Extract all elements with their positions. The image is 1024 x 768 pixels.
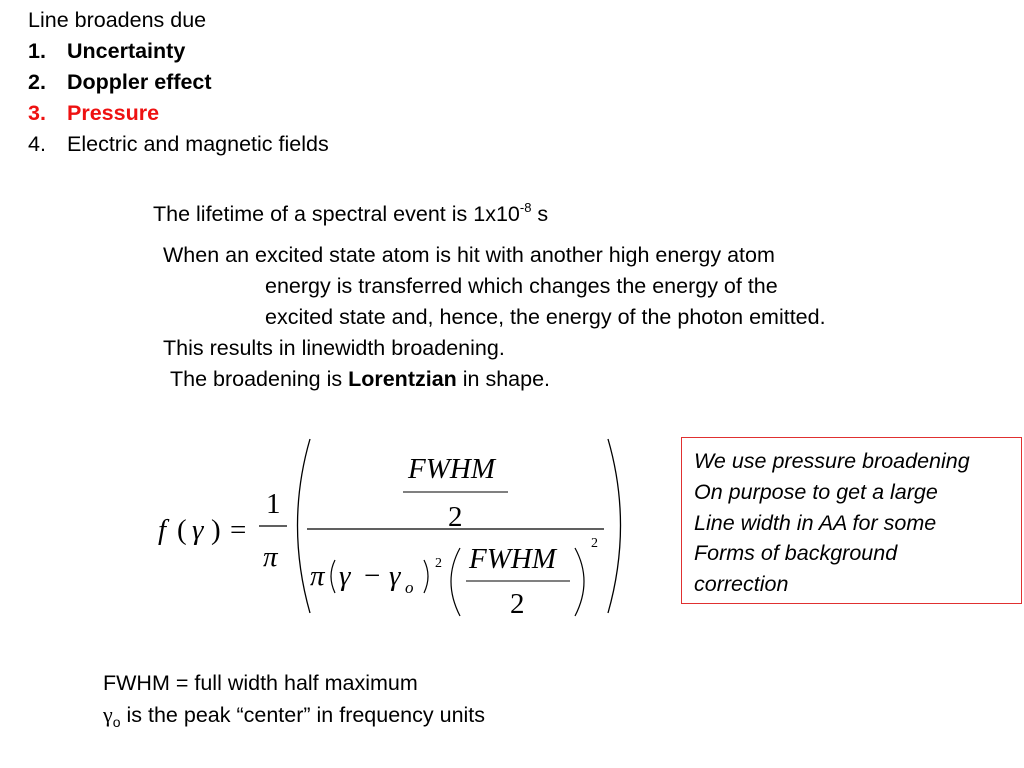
list-item-pressure: Pressure — [67, 101, 160, 125]
list-item-number: 2. — [28, 70, 46, 94]
list-item-uncertainty: Uncertainty — [67, 39, 186, 63]
list-item-number: 1. — [28, 39, 46, 63]
paragraph-line: This results in linewidth broadening. — [163, 336, 505, 360]
formula-big-close-paren — [608, 439, 621, 613]
list-item — [28, 36, 329, 67]
formula-num-two: 2 — [448, 501, 463, 533]
formula-one: 1 — [266, 488, 281, 520]
formula-big-open-paren — [298, 439, 311, 613]
paragraph-line: energy is transferred which changes the energy of the — [265, 274, 778, 298]
list-item — [28, 129, 329, 160]
formula-den-open-paren — [331, 560, 335, 593]
formula-den-close-paren — [424, 560, 428, 593]
formula-den-sub-o: o — [405, 578, 414, 597]
pressure-broadening-note — [681, 437, 1022, 604]
lifetime-statement — [153, 199, 548, 230]
list-item — [28, 67, 329, 98]
formula-den-gamma: γ — [339, 560, 351, 592]
lifetime-exponent: -8 — [519, 199, 532, 215]
lifetime-unit: s — [531, 202, 549, 226]
gamma-text: is the peak “center” in frequency units — [120, 703, 486, 727]
formula-close-paren: ) — [211, 514, 221, 546]
note-line: We use pressure broadening — [694, 449, 970, 473]
formula-outer-exp: 2 — [591, 536, 598, 551]
note-line: On purpose to get a large — [694, 479, 938, 504]
lorentzian-statement — [170, 364, 550, 395]
formula-num-fwhm: FWHM — [408, 453, 495, 485]
list-item-fields: Electric and magnetic fields — [67, 132, 329, 156]
formula-gamma: γ — [192, 514, 204, 546]
lorentzian-formula — [150, 433, 625, 618]
shape-emphasis: Lorentzian — [348, 367, 457, 391]
note-line: correction — [694, 572, 789, 597]
list-title: Line broadens due — [28, 8, 207, 32]
formula-f: f — [158, 514, 167, 546]
collision-explanation — [163, 240, 826, 364]
gamma-symbol: γ — [103, 702, 113, 727]
note-line: Forms of background — [694, 541, 898, 566]
formula-den-fwhm: FWHM — [469, 543, 556, 575]
formula-inner-close-paren — [575, 548, 584, 616]
formula-open-paren: ( — [177, 514, 187, 546]
lifetime-text: The lifetime of a spectral event is 1x10 — [153, 202, 520, 226]
list-item — [28, 98, 329, 129]
formula-pi: π — [263, 541, 278, 573]
list-item-doppler: Doppler effect — [67, 70, 212, 94]
formula-den-two: 2 — [510, 588, 525, 618]
formula-den-gamma-o: γ — [389, 560, 401, 592]
paragraph-line: excited state and, hence, the energy of the photon emitted. — [265, 305, 826, 329]
list-item-number: 3. — [28, 101, 46, 125]
note-line: Line width in AA for some — [694, 510, 937, 535]
formula-den-exp: 2 — [435, 556, 442, 571]
gamma-definition — [103, 699, 485, 733]
shape-prefix: The broadening is — [170, 367, 349, 391]
list-item-number: 4. — [28, 132, 46, 156]
formula-den-minus: − — [364, 560, 381, 592]
formula-den-pi: π — [310, 560, 325, 592]
broadening-causes-list — [28, 36, 329, 160]
formula-equals: = — [230, 514, 247, 546]
paragraph-line: When an excited state atom is hit with another high energy atom — [163, 243, 775, 267]
fwhm-definition: FWHM = full width half maximum — [103, 671, 418, 695]
formula-inner-open-paren — [451, 548, 460, 616]
gamma-subscript: o — [112, 714, 121, 730]
shape-suffix: in shape. — [456, 367, 551, 391]
